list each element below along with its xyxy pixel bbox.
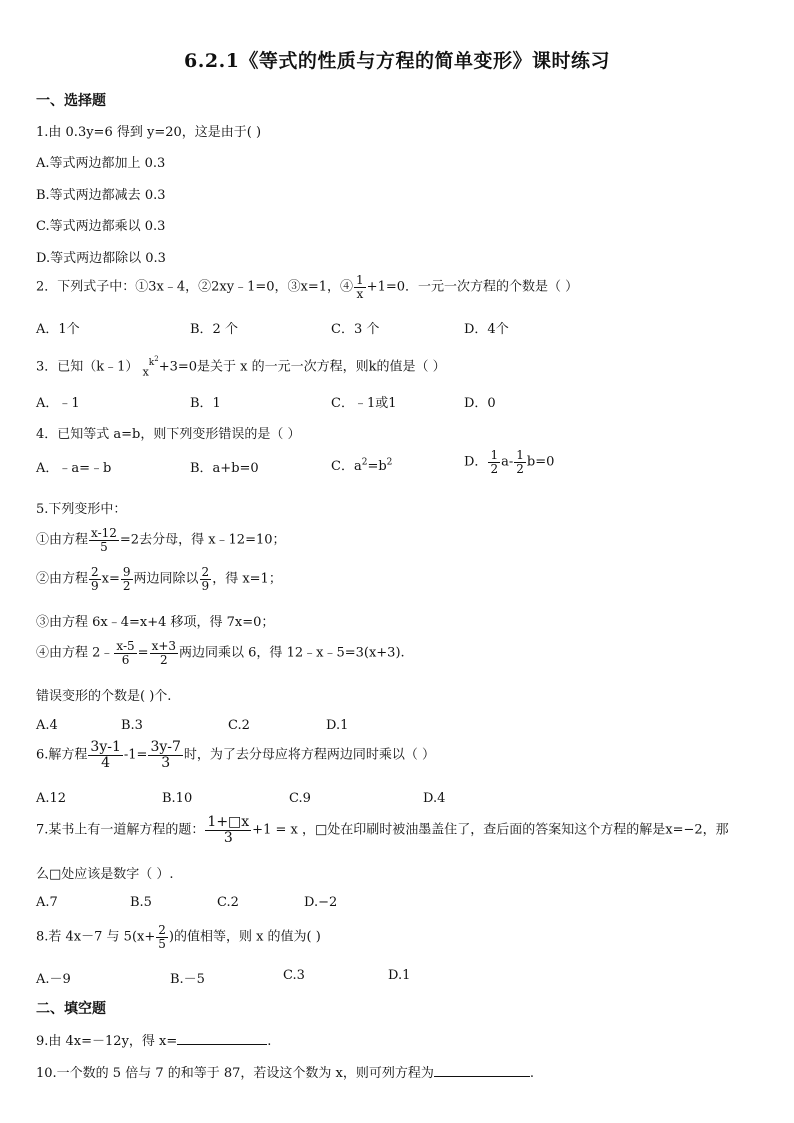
- q4-d-f1-den: 2: [490, 461, 499, 476]
- q5-i2-frac2: [121, 566, 133, 592]
- q5-i2-frac1: [89, 566, 101, 592]
- q3-exp-k: k: [148, 358, 155, 368]
- q2-option-c: C．3 个: [331, 322, 380, 337]
- q5-i4-f2-num: x+3: [151, 639, 177, 653]
- q5-item-3: ③由方程 6x﹣4=x+4 移项，得 7x=0；: [36, 615, 275, 630]
- q6-option-a: A.12: [36, 791, 67, 806]
- q5-i1-den: 5: [89, 540, 119, 554]
- q5-i2-f1-num: 2: [91, 565, 99, 579]
- q2-frac-den: x: [354, 287, 366, 301]
- q4-c-sup2: 2: [386, 457, 393, 468]
- q3-stem-post: +3=0是关于 x 的一元一次方程，则k的值是（ ）: [158, 359, 446, 375]
- q6-f2-num: 3y-7: [150, 739, 181, 755]
- q3-exp-2: 2: [154, 355, 159, 363]
- q5-i2-f2-den: 2: [122, 578, 131, 593]
- q3-option-a: A．﹣1: [36, 396, 80, 411]
- q1-option-b: B.等式两边都减去 0.3: [36, 188, 166, 203]
- q7-f-num: 1+□x: [207, 814, 250, 830]
- q2-stem-post: +1=0．一元一次方程的个数是（ ）: [366, 279, 579, 295]
- q6-post: 时，为了去分母应将方程两边同时乘以（ ）: [183, 747, 436, 763]
- q8-post: )的值相等，则 x 的值为( ): [168, 929, 321, 945]
- q4-stem: 4．已知等式 a=b，则下列变形错误的是（ ）: [36, 427, 301, 442]
- q8-f-den: 5: [158, 936, 166, 951]
- q6-frac1: [88, 740, 122, 770]
- q5-i4-f2-den: 2: [150, 653, 178, 667]
- q5-i1-frac: [89, 527, 119, 553]
- q2-stem: [36, 274, 578, 300]
- q5-i1-pre: ①由方程: [36, 532, 89, 548]
- q4-d-frac1: [488, 449, 500, 475]
- q7-option-b: B.5: [130, 895, 152, 910]
- section-choice-heading: 一、选择题: [36, 93, 106, 109]
- q5-i2-f2-num: 9: [122, 565, 131, 579]
- q5-i2-mid2: 两边同除以: [133, 571, 199, 587]
- q7-frac: [205, 815, 251, 845]
- q9-pre: 9.由 4x=－12y，得 x=: [36, 1034, 178, 1049]
- q6-pre: 6.解方程: [36, 747, 88, 763]
- q5-i2-post: ，得 x=1；: [212, 571, 282, 587]
- q4-c-mid: =b: [367, 459, 387, 474]
- q3-option-c: C．﹣1或1: [331, 396, 397, 411]
- q2-option-b: B．2 个: [190, 322, 238, 337]
- q4-d-f2-den: 2: [516, 461, 524, 476]
- q8-option-d: D.1: [388, 968, 411, 983]
- q5-i4-pre: ④由方程 2﹣: [36, 645, 114, 661]
- q5-option-c: C.2: [228, 718, 250, 733]
- q4-option-a: A．﹣a=﹣b: [36, 461, 112, 476]
- q4-option-c: [331, 455, 392, 474]
- q5-i2-f3-den: 9: [201, 578, 210, 593]
- q5-i4-post: 两边同乘以 6，得 12﹣x﹣5=3(x+3).: [179, 645, 405, 661]
- q6-frac2: [148, 740, 182, 770]
- q8-option-c: C.3: [283, 968, 305, 983]
- q4-option-b: B．a+b=0: [190, 461, 259, 476]
- q4-d-pre: D．: [464, 454, 488, 470]
- q8-option-a: A.－9: [36, 972, 71, 987]
- q5-i1-num: x-12: [91, 526, 117, 540]
- q4-d-post: b=0: [526, 454, 555, 470]
- q6-option-b: B.10: [162, 791, 193, 806]
- q6-mid: -1=: [123, 747, 148, 763]
- q7-stem: [36, 815, 729, 845]
- q2-stem-pre: 2．下列式子中：①3x﹣4，②2xy﹣1=0，③x=1，④: [36, 279, 354, 295]
- q5-i2-frac3: [200, 566, 212, 592]
- q3-stem: [36, 355, 446, 378]
- q5-option-b: B.3: [121, 718, 143, 733]
- q7-pre: 7.某书上有一道解方程的题：: [36, 822, 205, 838]
- q4-c-pre: C．a: [331, 459, 362, 474]
- q5-i2-f3-num: 2: [201, 565, 210, 579]
- q6-option-d: D.4: [423, 791, 446, 806]
- q5-i4-frac2: [150, 640, 178, 666]
- q6-f1-num: 3y-1: [90, 739, 121, 755]
- q5-i4-mid: =: [137, 645, 149, 661]
- section-fill-heading: 二、填空题: [36, 1001, 106, 1017]
- q6-f2-den: 3: [148, 755, 182, 771]
- q8-option-b: B.－5: [170, 972, 205, 987]
- q10-stem: [36, 1062, 534, 1081]
- q1-option-d: D.等式两边都除以 0.3: [36, 251, 166, 266]
- q1-option-c: C.等式两边都乘以 0.3: [36, 219, 166, 234]
- q10-pre: 10.一个数的 5 倍与 7 的和等于 87，若设这个数为 x，则可列方程为: [36, 1066, 434, 1081]
- q7-option-a: A.7: [36, 895, 58, 910]
- q5-i2-pre: ②由方程: [36, 571, 89, 587]
- q9-stem: [36, 1030, 271, 1049]
- q3-stem-pre: 3．已知（k﹣1）: [36, 359, 139, 375]
- q6-option-c: C.9: [289, 791, 311, 806]
- q10-answer-blank[interactable]: [434, 1064, 530, 1077]
- q5-i1-post: =2去分母，得 x﹣12=10；: [119, 532, 286, 548]
- q5-option-a: A.4: [36, 718, 58, 733]
- q5-option-d: D.1: [326, 718, 349, 733]
- q5-i2-f1-den: 9: [91, 578, 99, 593]
- q4-c-sup1: 2: [361, 457, 368, 468]
- q5-item-1: [36, 527, 286, 553]
- q3-option-b: B．1: [190, 396, 221, 411]
- q10-post: .: [529, 1066, 535, 1081]
- q3-option-d: D．0: [464, 396, 496, 411]
- q5-item-4: [36, 640, 405, 666]
- q8-frac: [156, 924, 168, 950]
- q1-option-a: A.等式两边都加上 0.3: [36, 156, 166, 171]
- q7-stem-line2: 么□处应该是数字（ ）.: [36, 867, 174, 882]
- q4-d-f2-num: 1: [516, 448, 524, 462]
- q2-fraction: [354, 274, 366, 300]
- q3-base: x: [142, 365, 149, 379]
- q7-post: +1 = x ，□处在印刷时被油墨盖住了，查后面的答案知这个方程的解是x=−2，那: [252, 822, 729, 838]
- q5-stem: 5.下列变形中：: [36, 502, 127, 517]
- q4-option-d: [464, 449, 554, 475]
- q8-f-num: 2: [158, 923, 166, 937]
- q4-d-f1-num: 1: [490, 448, 499, 462]
- q5-i2-mid: x=: [101, 571, 120, 587]
- q5-i4-frac1: [114, 640, 136, 666]
- q2-option-d: D．4个: [464, 322, 509, 337]
- q6-stem: [36, 740, 435, 770]
- q4-d-mid: a-: [501, 454, 514, 470]
- q5-i4-f1-den: 6: [114, 653, 136, 667]
- q7-f-den: 3: [205, 830, 251, 846]
- q1-stem: 1.由 0.3y=6 得到 y=20，这是由于( ): [36, 125, 262, 140]
- q9-answer-blank[interactable]: [177, 1032, 267, 1045]
- q5-item-2: [36, 566, 282, 592]
- q2-frac-num: 1: [356, 273, 364, 287]
- q9-post: .: [267, 1034, 272, 1049]
- q3-exp: [148, 355, 159, 368]
- q8-stem: [36, 924, 321, 950]
- q6-f1-den: 4: [88, 755, 122, 771]
- q5-i4-f1-num: x-5: [116, 639, 135, 653]
- page-title: 6.2.1《等式的性质与方程的简单变形》课时练习: [184, 50, 610, 72]
- q7-option-c: C.2: [217, 895, 239, 910]
- q4-d-frac2: [514, 449, 526, 475]
- q2-option-a: A．1个: [36, 322, 80, 337]
- q7-option-d: D.−2: [304, 895, 338, 910]
- q5-ask: 错误变形的个数是( )个.: [36, 689, 172, 704]
- q8-pre: 8.若 4x－7 与 5(x+: [36, 929, 156, 945]
